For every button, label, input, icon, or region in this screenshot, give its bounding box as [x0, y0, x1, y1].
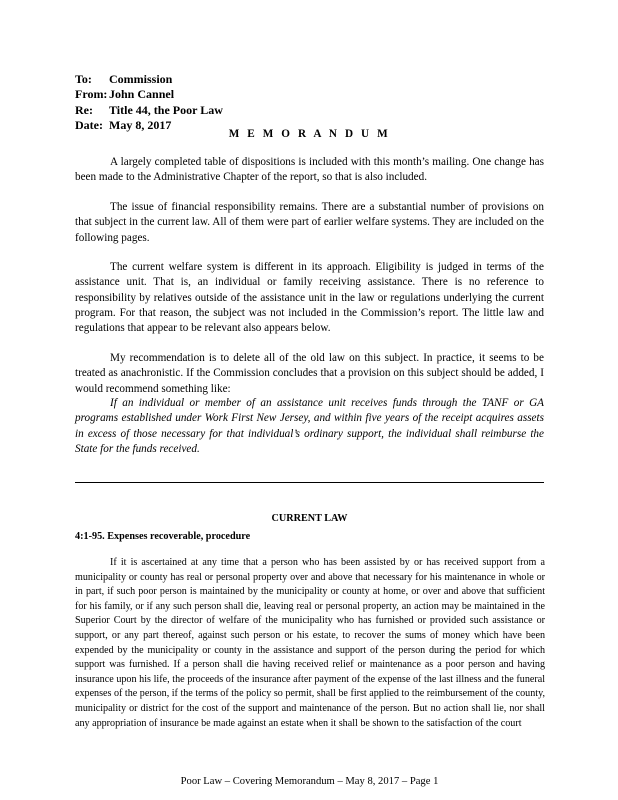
memo-paragraph-3: The current welfare system is different in its approach. Eligibility is judged in terms of the assistance unit. That is, an individual or family receiving assistance. There is no reference to responsibility by relatives outside of the assistance unit in the law or regulations underlying the current program. For that reason, the subject was not included in the Commission’s report. The little law and regulations that appear to be relevant also appears below.	[75, 261, 544, 335]
re-row	[75, 103, 545, 118]
re-value: Title 44, the Poor Law	[109, 102, 223, 117]
to-label: To:	[75, 72, 92, 86]
page-footer: Poor Law – Covering Memorandum – May 8, 2017 – Page 1	[180, 776, 439, 787]
to-row	[75, 72, 545, 87]
current-law-heading: CURRENT LAW	[271, 513, 348, 524]
memo-paragraph-1: A largely completed table of dispositions is included with this month’s mailing. One change has been made to the Administrative Chapter of the report, so that is also included.	[75, 156, 544, 184]
section-divider	[75, 482, 544, 483]
to-value: Commission	[109, 72, 173, 86]
re-label: Re:	[75, 102, 93, 117]
proposed-provision: If an individual or member of an assistance unit receives funds through the TANF or GA programs established under Work First New Jersey, and within five years of the receipt acquires assets in excess of those necessary for that individual’s ordinary support, the individual shall reimburse the State for the funds received.	[75, 397, 544, 455]
memo-title: M E M O R A N D U M	[228, 128, 391, 140]
statute-text: If it is ascertained at any time that a person who has been assisted by or has received support from a municipality or county has real or personal property over and above that necessary for his maintenance in whole or in part, if such poor person is maintained by the municipality or county at home, or over and above that sufficient for his family, or if any such person shall die, leaving real or personal property, an action may be maintained in the Superior Court by the director of welfare of the municipality who has furnished or provided such assistance or support, or any part thereof, against such person or his estate, to recover the sums of money which have been expended by the municipality or county in the assistance and support of the person during the period for which support was furnished. If a person shall die having received relief or maintenance as a poor person and having insurance upon his life, the proceeds of the insurance after payment of the expense of the last illness and the funeral expenses of the person, if the terms of the policy so permit, shall be first applied to the reimbursement of the county, municipality or district for the cost of the support and maintenance of the person. But no action shall lie, nor shall any appropriation of insurance be made against an estate when it shall be shown to the satisfaction of the court	[75, 557, 545, 729]
memo-paragraph-4: My recommendation is to delete all of the old law on this subject. In practice, it seems to be treated as anachronistic. If the Commission concludes that a provision on this subject should be added, I would recommend something like:	[75, 352, 544, 395]
from-value: John Cannel	[109, 87, 175, 102]
date-label: Date:	[75, 118, 103, 133]
from-label: From:	[75, 87, 108, 102]
section-title: 4:1-95. Expenses recoverable, procedure	[75, 531, 251, 542]
from-row	[75, 87, 545, 102]
memo-paragraph-2: The issue of financial responsibility remains. There are a substantial number of provisions on that subject in the current law. All of them were part of earlier welfare systems. They are included on the following pages.	[75, 201, 544, 244]
date-value: May 8, 2017	[109, 118, 172, 133]
memo-header	[75, 72, 545, 134]
